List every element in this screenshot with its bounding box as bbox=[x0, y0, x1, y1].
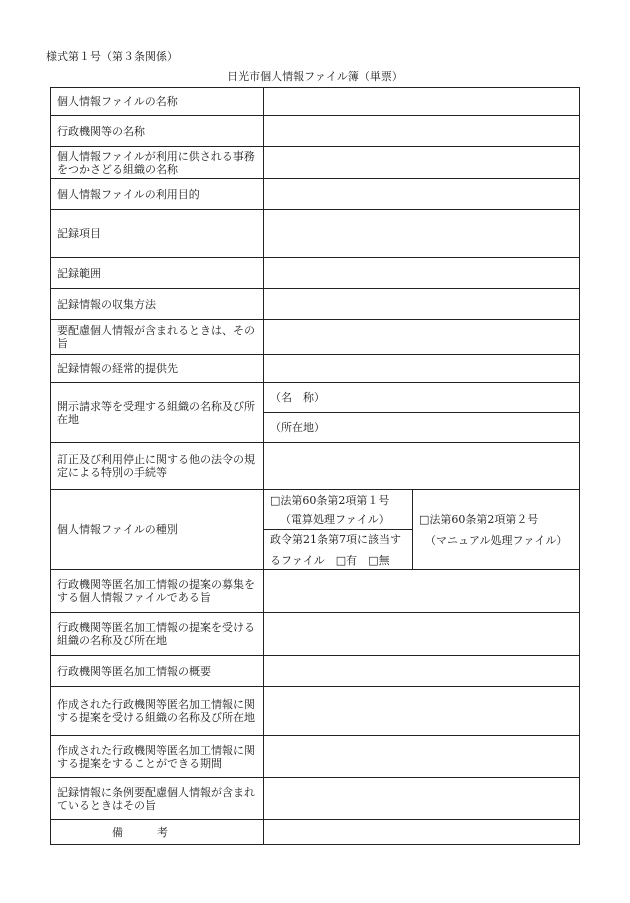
table-row bbox=[51, 656, 580, 687]
label-remarks bbox=[51, 820, 264, 845]
value-record-items[interactable] bbox=[264, 210, 580, 258]
table-row bbox=[51, 88, 580, 116]
label-created-anon-period: 作成された行政機関等匿名加工情報に関する提案をすることができる期間 bbox=[51, 736, 264, 778]
value-sensitive-info[interactable] bbox=[264, 320, 580, 355]
value-ordinance-sensitive[interactable] bbox=[264, 778, 580, 820]
ordinance-line2: るファイル □有 □無 bbox=[270, 553, 390, 567]
label-anon-proposal-org: 行政機関等匿名加工情報の提案を受ける組織の名称及び所在地 bbox=[51, 613, 264, 656]
label-anon-proposal-file: 行政機関等匿名加工情報の提案の募集をする個人情報ファイルである旨 bbox=[51, 570, 264, 613]
table-row bbox=[51, 443, 580, 490]
value-anon-proposal-org[interactable] bbox=[264, 613, 580, 656]
remarks-text: 備考 bbox=[112, 825, 202, 839]
option-manual-line2: （マニュアル処理ファイル） bbox=[425, 533, 568, 547]
label-purpose: 個人情報ファイルの利用目的 bbox=[51, 179, 264, 210]
file-register-table bbox=[50, 87, 580, 845]
option-electronic-line1: □法第60条第2項第１号 bbox=[270, 493, 390, 507]
value-collection-method[interactable] bbox=[264, 289, 580, 320]
label-created-anon-org: 作成された行政機関等匿名加工情報に関する提案を受ける組織の名称及び所在地 bbox=[51, 687, 264, 736]
table-row bbox=[51, 687, 580, 736]
table-row bbox=[51, 820, 580, 845]
value-managing-org[interactable] bbox=[264, 147, 580, 179]
table-row bbox=[51, 490, 580, 530]
option-manual-line1: □法第60条第2項第２号 bbox=[419, 512, 539, 526]
table-row bbox=[51, 116, 580, 147]
value-file-name[interactable] bbox=[264, 88, 580, 116]
label-regular-recipients: 記録情報の経常的提供先 bbox=[51, 355, 264, 383]
table-row bbox=[51, 147, 580, 179]
label-agency-name: 行政機関等の名称 bbox=[51, 116, 264, 147]
form-number: 様式第１号（第３条関係） bbox=[46, 50, 178, 63]
label-record-items: 記録項目 bbox=[51, 210, 264, 258]
value-anon-proposal-file[interactable] bbox=[264, 570, 580, 613]
table-row bbox=[51, 258, 580, 289]
option-manual-file[interactable] bbox=[413, 490, 580, 570]
label-ordinance-sensitive: 記録情報に条例要配慮個人情報が含まれているときはその旨 bbox=[51, 778, 264, 820]
value-agency-name[interactable] bbox=[264, 116, 580, 147]
label-collection-method: 記録情報の収集方法 bbox=[51, 289, 264, 320]
label-sensitive-info: 要配慮個人情報が含まれるときは、その旨 bbox=[51, 320, 264, 355]
label-record-scope: 記録範囲 bbox=[51, 258, 264, 289]
value-anon-overview[interactable] bbox=[264, 656, 580, 687]
label-file-type: 個人情報ファイルの種別 bbox=[51, 490, 264, 570]
option-electronic-file[interactable] bbox=[264, 490, 413, 530]
ordinance-line1: 政令第21条第7項に該当す bbox=[270, 532, 401, 546]
table-row bbox=[51, 613, 580, 656]
label-file-name: 個人情報ファイルの名称 bbox=[51, 88, 264, 116]
ordinance-applicability[interactable] bbox=[264, 530, 413, 570]
label-anon-overview: 行政機関等匿名加工情報の概要 bbox=[51, 656, 264, 687]
value-created-anon-org[interactable] bbox=[264, 687, 580, 736]
table-row bbox=[51, 210, 580, 258]
label-managing-org: 個人情報ファイルが利用に供される事務をつかさどる組織の名称 bbox=[51, 147, 264, 179]
table-row bbox=[51, 355, 580, 383]
document-title: 日光市個人情報ファイル簿（単票） bbox=[227, 70, 403, 83]
table-row bbox=[51, 320, 580, 355]
value-regular-recipients[interactable] bbox=[264, 355, 580, 383]
option-electronic-line2: （電算処理ファイル） bbox=[280, 512, 390, 526]
value-disclosure-address[interactable]: （所在地） bbox=[264, 413, 580, 443]
label-disclosure-org: 開示請求等を受理する組織の名称及び所在地 bbox=[51, 383, 264, 443]
table-row bbox=[51, 570, 580, 613]
value-remarks[interactable] bbox=[264, 820, 580, 845]
table-row bbox=[51, 289, 580, 320]
value-disclosure-name[interactable]: （名 称） bbox=[264, 383, 580, 413]
value-special-procedures[interactable] bbox=[264, 443, 580, 490]
value-created-anon-period[interactable] bbox=[264, 736, 580, 778]
table-row bbox=[51, 383, 580, 413]
value-record-scope[interactable] bbox=[264, 258, 580, 289]
table-row bbox=[51, 778, 580, 820]
table-row bbox=[51, 179, 580, 210]
label-special-procedures: 訂正及び利用停止に関する他の法令の規定による特別の手続等 bbox=[51, 443, 264, 490]
table-row bbox=[51, 736, 580, 778]
value-purpose[interactable] bbox=[264, 179, 580, 210]
